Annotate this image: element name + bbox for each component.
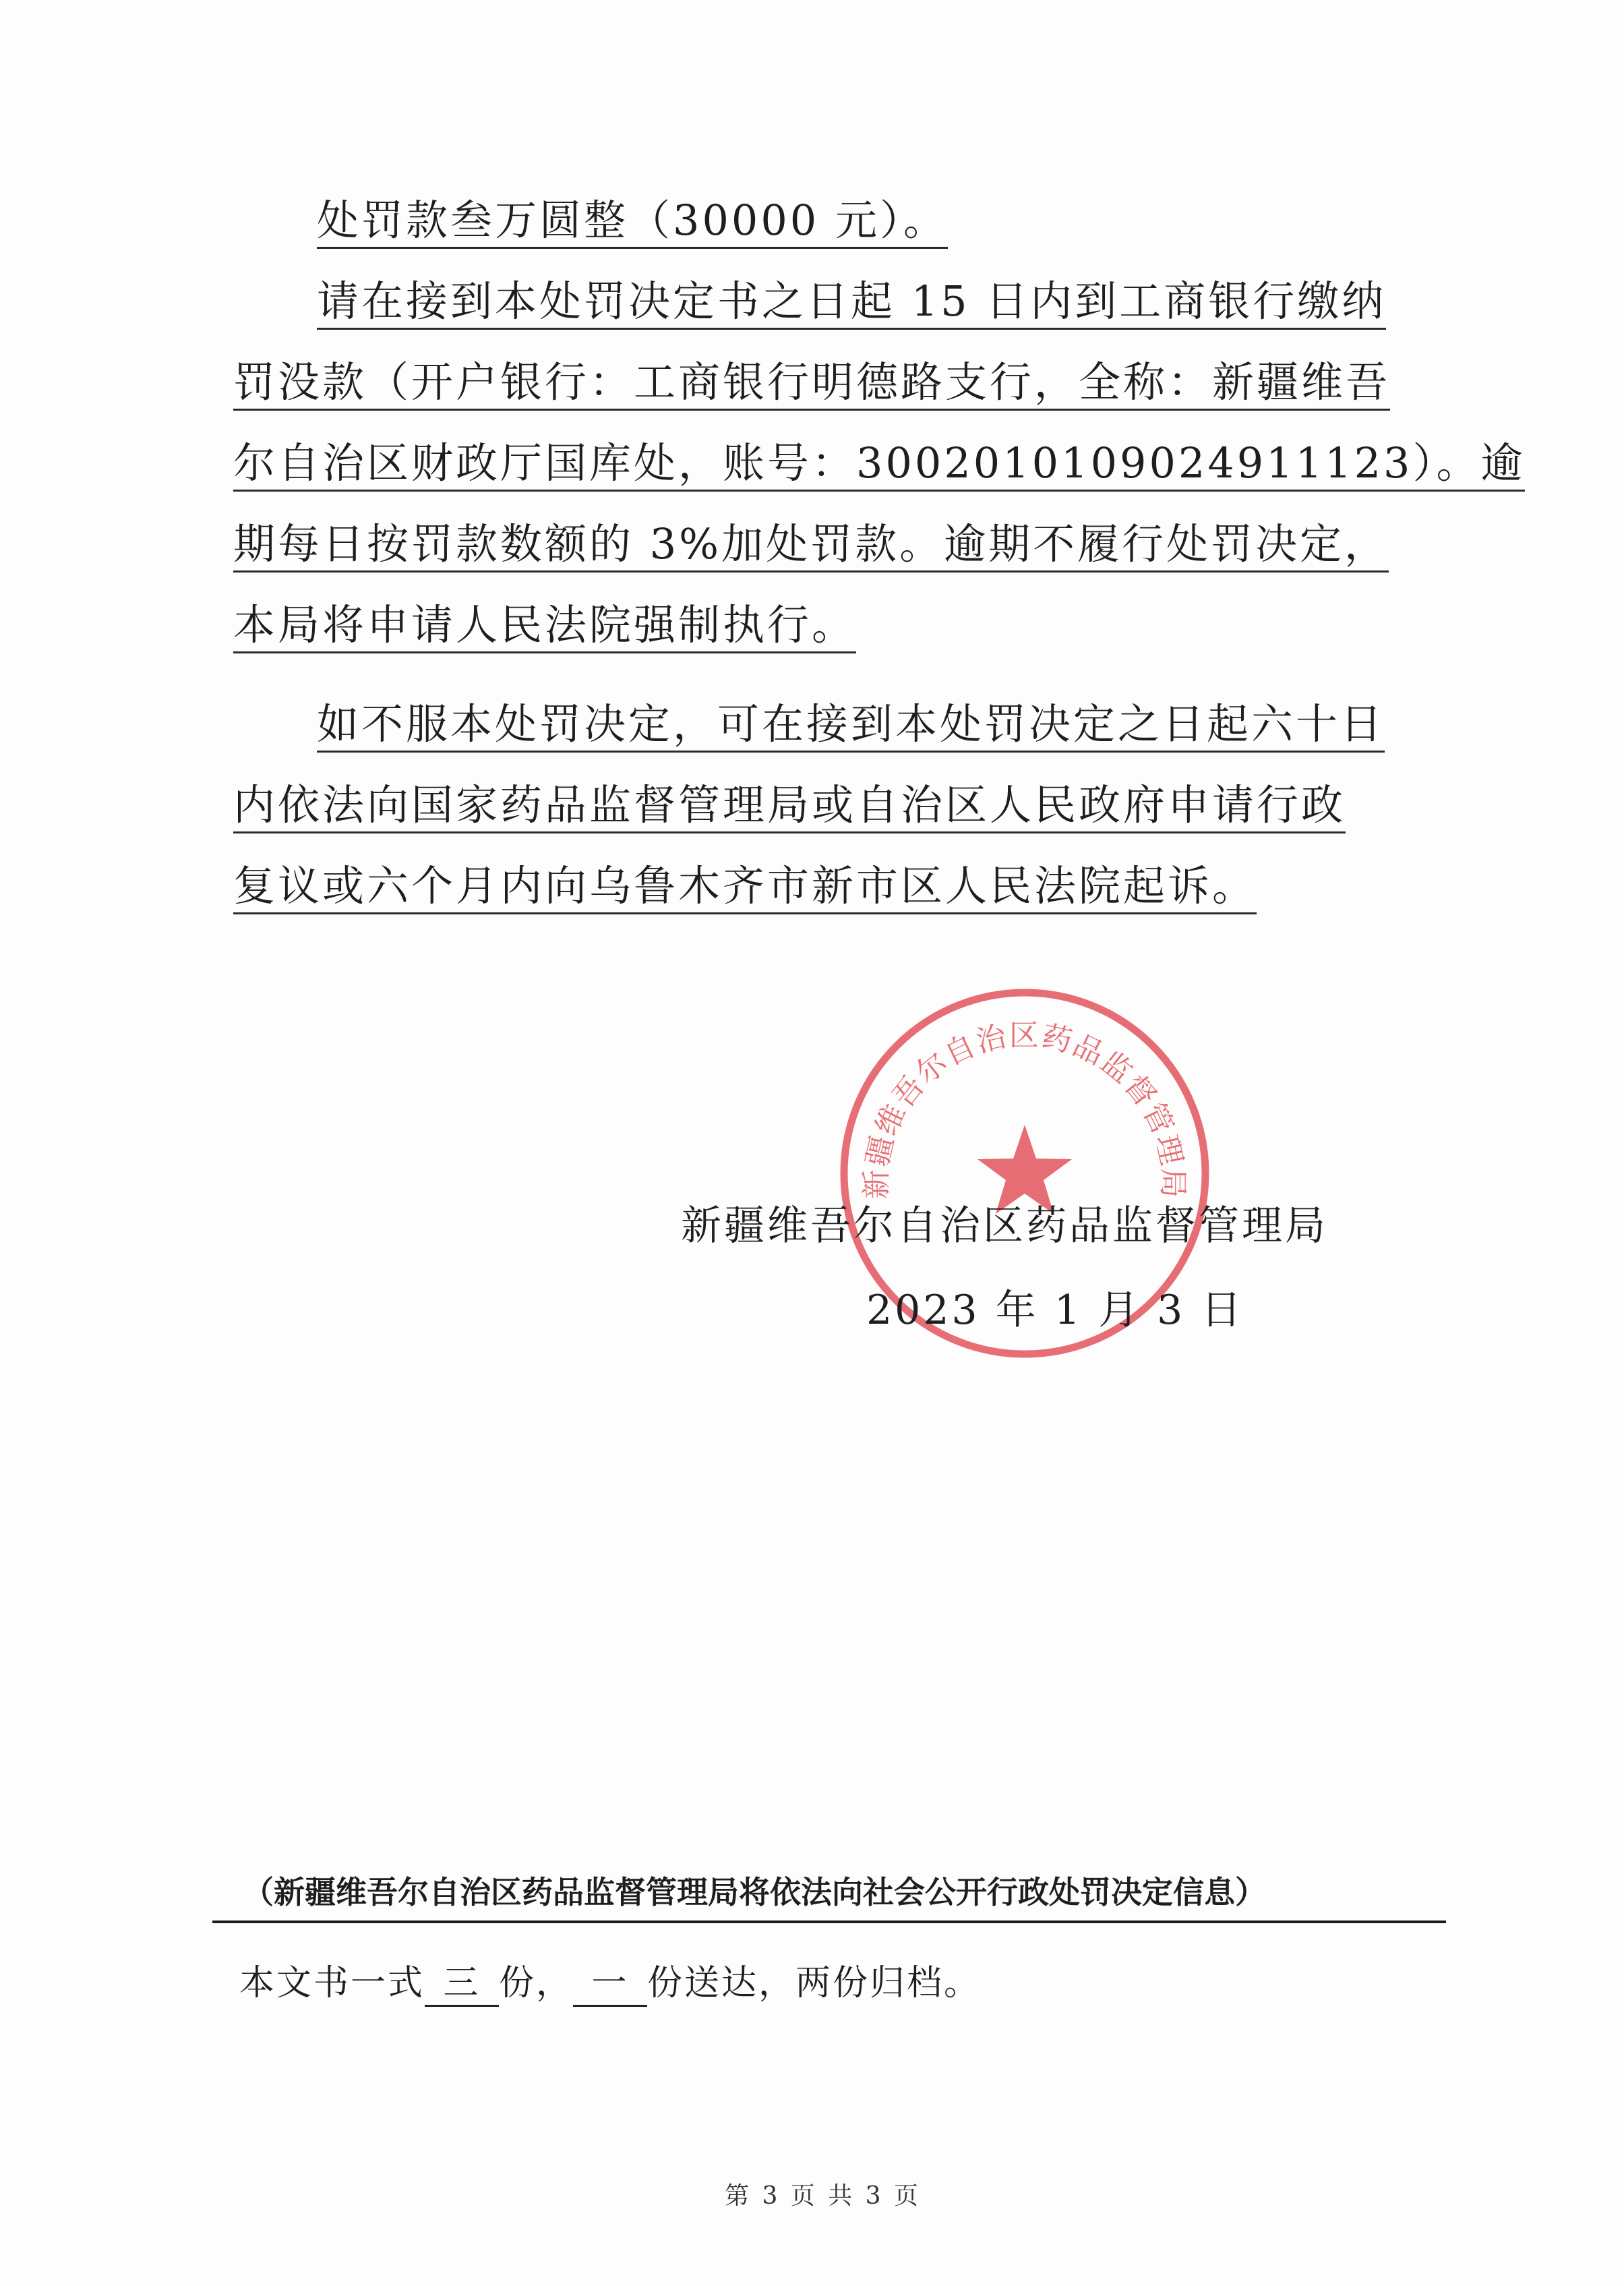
- copies-suffix: 份送达，两份归档。: [647, 1963, 982, 2003]
- body-line-5: 期每日按罚款数额的 3%加处罚款。逾期不履行处罚决定，: [233, 518, 1389, 573]
- body-line-6: 本局将申请人民法院强制执行。: [233, 599, 856, 653]
- body-line-2: 请在接到本处罚决定书之日起 15 日内到工商银行缴纳: [317, 275, 1386, 330]
- page-footer: 第 3 页 共 3 页: [725, 2182, 922, 2210]
- disclosure-notice: （新疆维吾尔自治区药品监督管理局将依法向社会公开行政处罚决定信息）: [243, 1874, 1266, 1910]
- divider-line: [212, 1921, 1446, 1923]
- body-line-1: 处罚款叁万圆整（30000 元）。: [317, 194, 948, 249]
- copies-prefix: 本文书一式: [239, 1963, 425, 2003]
- copies-delivered: 一: [573, 1954, 647, 2007]
- issuer-name: 新疆维吾尔自治区药品监督管理局: [681, 1202, 1328, 1250]
- copies-statement: [239, 1954, 981, 2007]
- body-line-7: 如不服本处罚决定，可在接到本处罚决定之日起六十日: [317, 698, 1385, 753]
- svg-text:新疆维吾尔自治区药品监督管理局: 新疆维吾尔自治区药品监督管理局: [859, 1018, 1191, 1200]
- body-line-4: 尔自治区财政厅国库处，账号：3002010109024911123）。逾: [233, 437, 1525, 492]
- body-line-8: 内依法向国家药品监督管理局或自治区人民政府申请行政: [233, 779, 1346, 833]
- body-line-3: 罚没款（开户银行：工商银行明德路支行，全称：新疆维吾: [233, 356, 1390, 411]
- issue-date: 2023 年 1 月 3 日: [866, 1287, 1244, 1334]
- body-line-9: 复议或六个月内向乌鲁木齐市新市区人民法院起诉。: [233, 860, 1257, 914]
- copies-total: 三: [425, 1954, 499, 2007]
- copies-middle: 份，: [499, 1963, 574, 2003]
